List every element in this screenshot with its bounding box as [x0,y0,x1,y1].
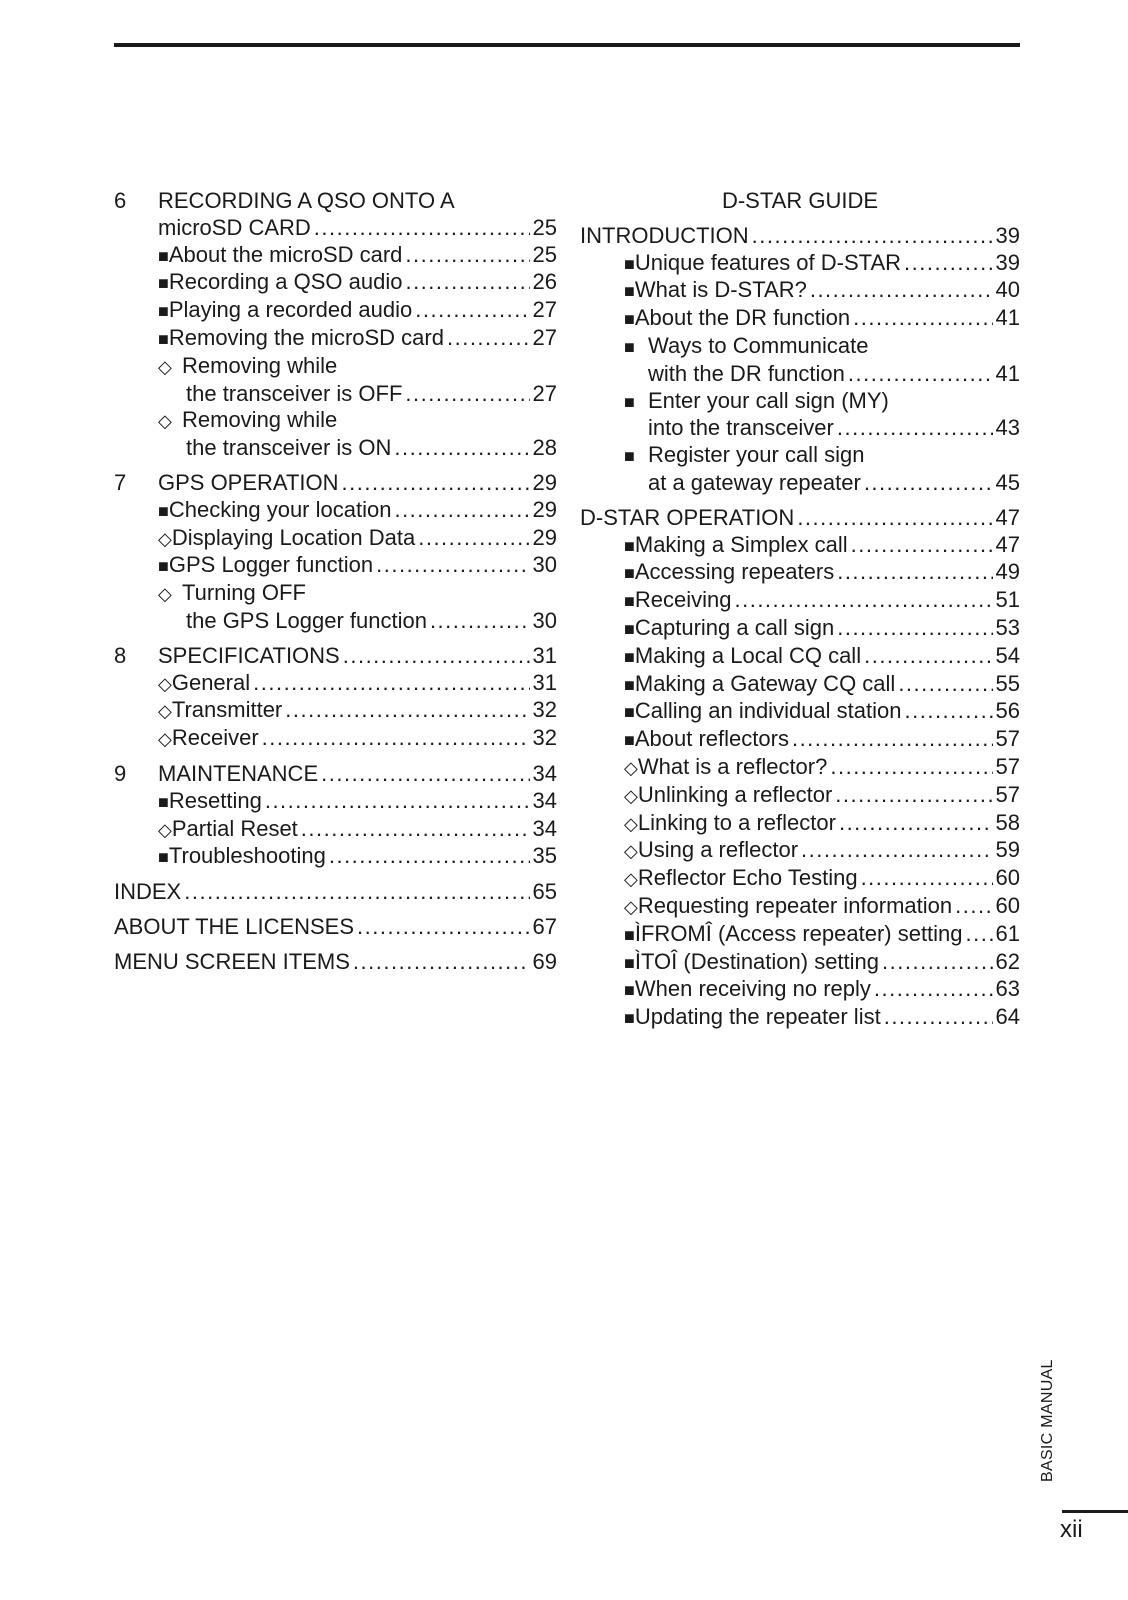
leader-dots [848,361,993,388]
square-bullet-icon: ■ [158,273,169,294]
page-ref: 60 [995,865,1020,891]
toc-entry[interactable] [114,725,557,753]
leader-dots [734,587,992,614]
page-ref: 41 [995,305,1020,331]
toc-entry[interactable] [580,726,1020,754]
toc-entry[interactable] [580,671,1020,699]
toc-entry[interactable] [580,949,1020,977]
leader-dots [285,697,529,724]
diamond-bullet-icon: ◇ [624,896,638,917]
leader-dots [265,788,530,815]
leader-dots [394,497,529,524]
toc-chapter-6-cont[interactable] [114,215,557,242]
page-ref: 57 [995,781,1020,807]
toc-entry[interactable] [580,837,1020,865]
toc-entry[interactable] [114,325,557,353]
leader-dots [864,643,992,670]
square-bullet-icon: ■ [624,446,635,467]
entry-label: Receiving [634,587,732,613]
page-ref: 30 [532,552,557,578]
toc-left-column [114,188,557,976]
page-ref: 30 [532,607,557,633]
page-ref: 43 [995,415,1020,441]
page-ref: 62 [995,948,1020,974]
square-bullet-icon: ■ [624,674,635,695]
entry-label: MENU SCREEN ITEMS [114,948,350,974]
page-ref: 39 [995,222,1020,248]
toc-chapter-7[interactable] [114,470,557,497]
entry-label: ÌTOÎ (Destination) setting [634,948,880,974]
entry-label: Partial Reset [171,815,298,841]
page-ref: 54 [995,642,1020,668]
chapter-title: RECORDING A QSO ONTO A [158,188,455,213]
entry-label: Using a reflector [637,837,799,863]
page-ref: 57 [995,753,1020,779]
diamond-bullet-icon: ◇ [624,813,638,834]
square-bullet-icon: ■ [624,1008,635,1029]
page-ref: 34 [532,815,557,841]
leader-dots [329,843,530,870]
toc-entry[interactable] [580,615,1020,643]
chapter-title: microSD CARD [158,214,311,240]
page-number: xii [1060,1516,1083,1543]
toc-entry[interactable] [114,297,557,325]
page-ref: 51 [995,587,1020,613]
entry-label: Requesting repeater information [637,892,953,918]
page-ref: 65 [532,879,557,905]
page-ref: 29 [532,524,557,550]
square-bullet-icon: ■ [624,980,635,1001]
diamond-bullet-icon: ◇ [158,729,172,750]
page-ref: 31 [532,642,557,668]
entry-label: Transmitter [171,697,283,723]
toc-entry[interactable] [580,388,1020,416]
page-ref: 53 [995,614,1020,640]
page-ref: 58 [995,809,1020,835]
leader-dots [184,879,529,906]
leader-dots [874,976,993,1003]
section-title: D-STAR GUIDE [721,188,879,213]
entry-label: with the DR function [648,360,845,386]
diamond-bullet-icon: ◇ [158,528,172,549]
toc-right-column [580,188,1020,1032]
page-ref: 32 [532,697,557,723]
toc-entry[interactable] [580,442,1020,470]
chapter-number: 8 [114,642,127,668]
leader-dots [839,810,993,837]
page-ref: 61 [995,920,1020,946]
diamond-bullet-icon: ◇ [158,673,172,694]
chapter-title: GPS OPERATION [158,469,339,495]
square-bullet-icon: ■ [624,730,635,751]
toc-licenses[interactable] [114,914,557,941]
page-ref: 39 [995,249,1020,275]
leader-dots [835,782,992,809]
diamond-bullet-icon: ◇ [158,819,172,840]
square-bullet-icon: ■ [624,391,635,412]
entry-label: About reflectors [634,726,789,752]
page-ref: 34 [532,787,557,813]
entry-label: the transceiver is ON [186,435,392,461]
diamond-bullet-icon: ◇ [158,356,172,377]
chapter-number: 7 [114,469,127,495]
square-bullet-icon: ■ [624,336,635,357]
square-bullet-icon: ■ [158,791,169,812]
entry-label: Removing while [182,407,338,433]
entry-label: INDEX [114,879,182,905]
leader-dots [864,470,993,497]
entry-label: Unlinking a reflector [637,781,833,807]
diamond-bullet-icon: ◇ [624,841,638,862]
entry-label: Receiver [171,725,259,751]
page-ref: 28 [532,435,557,461]
leader-dots [904,250,992,277]
toc-entry[interactable] [580,643,1020,671]
page-ref: 59 [995,837,1020,863]
toc-entry[interactable] [580,810,1020,838]
entry-label: What is a reflector? [637,753,828,779]
entry-label: Making a Local CQ call [634,642,862,668]
leader-dots [830,754,992,781]
entry-label: Turning OFF [182,580,306,606]
entry-label: Making a Gateway CQ call [634,670,896,696]
toc-entry-cont[interactable] [580,415,1020,442]
toc-entry[interactable] [114,242,557,270]
page-ref: 35 [532,843,557,869]
page-ref: 34 [532,760,557,786]
square-bullet-icon: ■ [158,301,169,322]
entry-label: INTRODUCTION [580,222,749,248]
page-ref: 47 [995,504,1020,530]
toc-entry[interactable] [114,407,557,435]
page-ref: 27 [532,324,557,350]
chapter-number: 6 [114,188,127,213]
entry-label: the transceiver is OFF [186,380,403,406]
leader-dots [430,608,530,635]
entry-label: What is D-STAR? [634,277,807,303]
leader-dots [415,297,529,324]
page-ref: 64 [995,1004,1020,1030]
page-ref: 26 [532,269,557,295]
page-ref: 29 [532,469,557,495]
toc-entry[interactable] [114,269,557,297]
toc-entry[interactable] [580,865,1020,893]
toc-entry[interactable] [114,353,557,381]
diamond-bullet-icon: ◇ [624,785,638,806]
entry-label: General [171,669,251,695]
toc-entry[interactable] [114,552,557,580]
entry-label: Recording a QSO audio [168,269,403,295]
leader-dots [418,525,529,552]
entry-label: GPS Logger function [168,552,374,578]
page-ref: 60 [995,892,1020,918]
entry-label: Register your call sign [648,442,865,468]
corner-rule [1062,1510,1128,1513]
toc-entry[interactable] [580,587,1020,615]
toc-entry[interactable] [580,698,1020,726]
leader-dots [853,305,992,332]
leader-dots [861,865,993,892]
square-bullet-icon: ■ [624,591,635,612]
leader-dots [882,949,993,976]
toc-entry-cont[interactable] [580,470,1020,497]
page-ref: 41 [995,360,1020,386]
square-bullet-icon: ■ [158,500,169,521]
toc-entry[interactable] [114,497,557,525]
entry-label: Linking to a reflector [637,809,836,835]
chapter-title: SPECIFICATIONS [158,642,340,668]
square-bullet-icon: ■ [624,563,635,584]
leader-dots [353,949,530,976]
page-ref: 69 [532,948,557,974]
leader-dots [837,615,992,642]
entry-label: Enter your call sign (MY) [648,387,889,413]
square-bullet-icon: ■ [624,253,635,274]
page-ref: 45 [995,469,1020,495]
toc-entry[interactable] [580,782,1020,810]
entry-label: When receiving no reply [634,976,871,1002]
toc-entry[interactable] [580,921,1020,949]
toc-entry[interactable] [580,250,1020,278]
square-bullet-icon: ■ [624,646,635,667]
toc-index[interactable] [114,879,557,906]
diamond-bullet-icon: ◇ [158,411,172,432]
leader-dots [851,532,993,559]
leader-dots [301,816,530,843]
page-ref: 47 [995,531,1020,557]
diamond-bullet-icon: ◇ [624,869,638,890]
toc-entry[interactable] [580,1004,1020,1032]
leader-dots [394,435,529,462]
toc-entry[interactable] [114,525,557,553]
entry-label: Calling an individual station [634,698,902,724]
page-ref: 67 [532,913,557,939]
toc-entry[interactable] [580,277,1020,305]
entry-label: the GPS Logger function [186,607,427,633]
entry-label: Displaying Location Data [171,524,416,550]
chapter-title: MAINTENANCE [158,760,319,786]
leader-dots [357,914,529,941]
entry-label: Unique features of D-STAR [634,249,902,275]
diamond-bullet-icon: ◇ [158,701,172,722]
toc-chapter-9[interactable] [114,761,557,788]
toc-chapter-6[interactable] [114,188,557,215]
page-ref: 31 [532,669,557,695]
entry-label: About the microSD card [168,241,403,267]
entry-label: Accessing repeaters [634,559,835,585]
leader-dots [837,559,992,586]
entry-label: Reflector Echo Testing [637,865,858,891]
leader-dots [955,893,992,920]
leader-dots [343,643,530,670]
entry-label: ABOUT THE LICENSES [114,913,355,939]
leader-dots [405,269,529,296]
toc-entry[interactable] [114,788,557,816]
square-bullet-icon: ■ [624,924,635,945]
toc-entry[interactable] [580,976,1020,1004]
leader-dots [253,670,529,697]
entry-label: ÌFROMÎ (Access repeater) setting [634,920,963,946]
diamond-bullet-icon: ◇ [158,584,172,605]
entry-label: About the DR function [634,305,851,331]
toc-entry[interactable] [114,843,557,871]
entry-label: Resetting [168,787,262,813]
leader-dots [884,1004,993,1031]
leader-dots [792,726,993,753]
entry-label: Removing while [182,352,338,378]
page-ref: 40 [995,277,1020,303]
page-ref: 32 [532,725,557,751]
toc-introduction[interactable] [580,223,1020,250]
top-rule [114,43,1020,47]
entry-label: Updating the repeater list [634,1004,881,1030]
toc-entry[interactable] [580,333,1020,361]
toc-entry[interactable] [580,559,1020,587]
toc-entry[interactable] [114,816,557,844]
entry-label: Checking your location [168,496,392,522]
manual-side-label: BASIC MANUAL [1039,1359,1056,1482]
leader-dots [405,242,529,269]
page-ref: 25 [532,241,557,267]
toc-entry[interactable] [114,670,557,698]
leader-dots [447,325,530,352]
toc-entry[interactable] [580,532,1020,560]
page-ref: 27 [532,297,557,323]
entry-label: Ways to Communicate [648,332,869,358]
toc-entry[interactable] [114,580,557,608]
leader-dots [405,381,529,408]
leader-dots [262,725,530,752]
entry-label: Playing a recorded audio [168,297,413,323]
page-ref: 57 [995,726,1020,752]
entry-label: Capturing a call sign [634,614,835,640]
toc-dstar-operation[interactable] [580,505,1020,532]
leader-dots [314,215,530,242]
leader-dots [966,921,993,948]
toc-chapter-8[interactable] [114,643,557,670]
square-bullet-icon: ■ [624,281,635,302]
page-ref: 25 [532,214,557,240]
page-ref: 29 [532,496,557,522]
page-ref: 55 [995,670,1020,696]
leader-dots [810,277,993,304]
square-bullet-icon: ■ [158,556,169,577]
leader-dots [801,837,992,864]
page-ref: 27 [532,380,557,406]
toc-entry-cont[interactable] [114,435,557,462]
leader-dots [321,761,529,788]
toc-entry-cont[interactable] [114,381,557,408]
toc-entry-cont[interactable] [580,361,1020,388]
toc-entry-cont[interactable] [114,608,557,635]
entry-label: Making a Simplex call [634,531,848,557]
square-bullet-icon: ■ [624,702,635,723]
leader-dots [752,223,993,250]
square-bullet-icon: ■ [624,309,635,330]
leader-dots [837,415,993,442]
square-bullet-icon: ■ [158,847,169,868]
page-ref: 49 [995,559,1020,585]
toc-entry[interactable] [580,305,1020,333]
entry-label: Removing the microSD card [168,324,444,350]
page-ref: 63 [995,976,1020,1002]
square-bullet-icon: ■ [624,952,635,973]
square-bullet-icon: ■ [624,535,635,556]
entry-label: Troubleshooting [168,843,326,869]
square-bullet-icon: ■ [624,618,635,639]
toc-entry[interactable] [580,754,1020,782]
leader-dots [905,698,993,725]
entry-label: into the transceiver [648,415,834,441]
page-ref: 56 [995,698,1020,724]
entry-label: D-STAR OPERATION [580,504,795,530]
square-bullet-icon: ■ [158,245,169,266]
diamond-bullet-icon: ◇ [624,757,638,778]
toc-menu-screen-items[interactable] [114,949,557,976]
square-bullet-icon: ■ [158,328,169,349]
chapter-number: 9 [114,760,127,786]
toc-entry[interactable] [114,697,557,725]
leader-dots [898,671,992,698]
leader-dots [376,552,529,579]
entry-label: at a gateway repeater [648,469,861,495]
toc-entry[interactable] [580,893,1020,921]
leader-dots [797,505,992,532]
leader-dots [342,470,530,497]
